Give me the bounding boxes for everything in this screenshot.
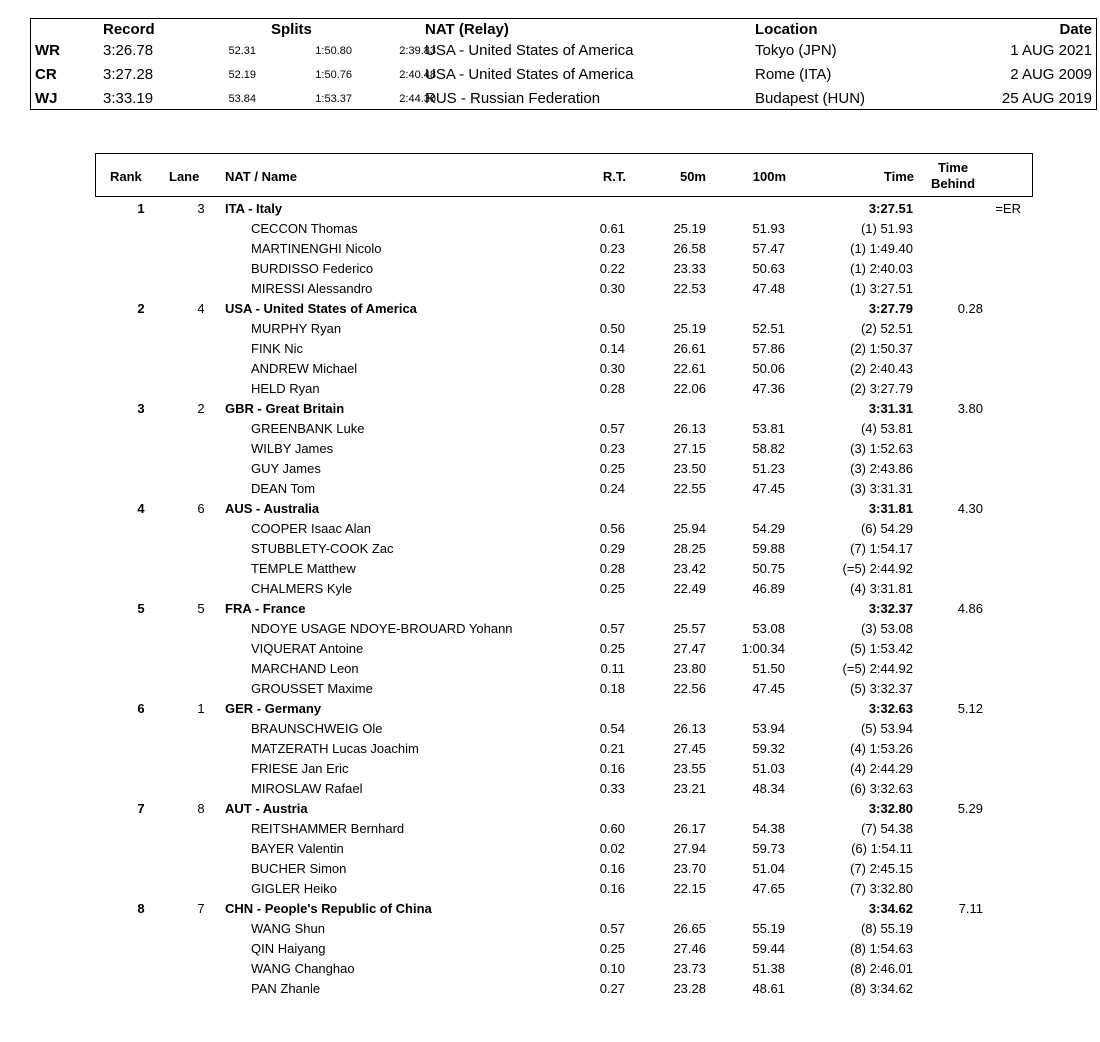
- team-time: 3:32.80: [868, 801, 913, 816]
- swimmer-reaction-time: 0.56: [599, 521, 625, 536]
- swimmer-name: PAN Zhanle: [251, 981, 321, 996]
- swimmer-reaction-time: 0.33: [599, 781, 625, 796]
- team-lane: 6: [197, 501, 205, 516]
- swimmer-row: [0, 760, 1100, 780]
- record-split: 52.31: [228, 45, 256, 57]
- swimmer-reaction-time: 0.25: [599, 581, 625, 596]
- swimmer-name: CHALMERS Kyle: [251, 581, 353, 596]
- record-date: 1 AUG 2021: [1010, 42, 1092, 59]
- swimmer-row: [0, 240, 1100, 260]
- record-abbr: WR: [35, 42, 60, 59]
- team-name: GER - Germany: [225, 701, 322, 716]
- header-time: Time: [883, 169, 914, 184]
- record-date: 2 AUG 2009: [1010, 66, 1092, 83]
- swimmer-name: FRIESE Jan Eric: [251, 761, 349, 776]
- swimmer-100m: 1:00.34: [741, 641, 785, 656]
- swimmer-50m: 26.65: [673, 921, 706, 936]
- swimmer-split: (6) 3:32.63: [850, 781, 913, 796]
- swimmer-split: (8) 1:54.63: [850, 941, 913, 956]
- team-lane: 2: [197, 401, 205, 416]
- header-nat-name: NAT / Name: [225, 169, 297, 184]
- swimmer-name: COOPER Isaac Alan: [251, 521, 371, 536]
- record-split: 1:50.76: [315, 69, 352, 81]
- swimmer-reaction-time: 0.60: [599, 821, 625, 836]
- record-location: Tokyo (JPN): [755, 42, 837, 59]
- record-abbr: CR: [35, 66, 57, 83]
- swimmer-row: [0, 840, 1100, 860]
- swimmer-100m: 59.44: [752, 941, 785, 956]
- swimmer-split: (8) 55.19: [860, 921, 913, 936]
- swimmer-100m: 48.34: [752, 781, 785, 796]
- swimmer-name: GUY James: [251, 461, 321, 476]
- swimmer-50m: 23.80: [673, 661, 706, 676]
- swimmer-reaction-time: 0.57: [599, 421, 625, 436]
- swimmer-name: FINK Nic: [251, 341, 303, 356]
- swimmer-50m: 27.47: [673, 641, 706, 656]
- swimmer-reaction-time: 0.16: [599, 761, 625, 776]
- swimmer-50m: 26.17: [673, 821, 706, 836]
- swimmer-reaction-time: 0.24: [599, 481, 625, 496]
- swimmer-name: BURDISSO Federico: [251, 261, 374, 276]
- record-time: 3:33.19: [103, 90, 154, 107]
- swimmer-row: [0, 360, 1100, 380]
- swimmer-split: (2) 52.51: [860, 321, 913, 336]
- swimmer-100m: 59.32: [752, 741, 785, 756]
- swimmer-name: BRAUNSCHWEIG Ole: [251, 721, 383, 736]
- swimmer-reaction-time: 0.50: [599, 321, 625, 336]
- swimmer-100m: 51.93: [752, 221, 785, 236]
- record-time: 3:27.28: [103, 66, 154, 83]
- swimmer-split: (1) 51.93: [860, 221, 913, 236]
- team-rank: 7: [137, 801, 145, 816]
- swimmer-name: ANDREW Michael: [251, 361, 358, 376]
- header-50m: 50m: [679, 169, 706, 184]
- swimmer-reaction-time: 0.30: [599, 281, 625, 296]
- swimmer-100m: 47.65: [752, 881, 785, 896]
- swimmer-row: [0, 940, 1100, 960]
- swimmer-row: [0, 480, 1100, 500]
- swimmer-50m: 22.55: [673, 481, 706, 496]
- team-lane: 3: [197, 201, 205, 216]
- record-split: 1:50.80: [315, 45, 352, 57]
- swimmer-row: [0, 820, 1100, 840]
- swimmer-name: WANG Changhao: [251, 961, 355, 976]
- swimmer-100m: 58.82: [752, 441, 785, 456]
- swimmer-50m: 26.13: [673, 721, 706, 736]
- header-time-behind-bottom: Behind: [930, 176, 976, 191]
- swimmer-50m: 22.56: [673, 681, 706, 696]
- swimmer-name: MARTINENGHI Nicolo: [251, 241, 382, 256]
- swimmer-100m: 50.63: [752, 261, 785, 276]
- swimmer-reaction-time: 0.14: [599, 341, 625, 356]
- swimmer-50m: 28.25: [673, 541, 706, 556]
- swimmer-100m: 52.51: [752, 321, 785, 336]
- swimmer-name: QIN Haiyang: [251, 941, 326, 956]
- swimmer-50m: 22.15: [673, 881, 706, 896]
- swimmer-50m: 23.70: [673, 861, 706, 876]
- swimmer-reaction-time: 0.22: [599, 261, 625, 276]
- swimmer-name: CECCON Thomas: [251, 221, 358, 236]
- team-lane: 4: [197, 301, 205, 316]
- swimmer-row: [0, 580, 1100, 600]
- record-split: 2:40.48: [399, 69, 436, 81]
- swimmer-split: (7) 54.38: [860, 821, 913, 836]
- record-split: 52.19: [228, 69, 256, 81]
- swimmer-100m: 53.94: [752, 721, 785, 736]
- header-rank: Rank: [110, 169, 142, 184]
- team-time-behind: 5.29: [957, 801, 983, 816]
- swimmer-100m: 59.88: [752, 541, 785, 556]
- swimmer-50m: 23.33: [673, 261, 706, 276]
- swimmer-row: [0, 320, 1100, 340]
- swimmer-100m: 47.45: [752, 681, 785, 696]
- swimmer-name: HELD Ryan: [251, 381, 320, 396]
- record-row: [31, 66, 1096, 90]
- swimmer-split: (4) 53.81: [860, 421, 913, 436]
- swimmer-50m: 22.53: [673, 281, 706, 296]
- team-time: 3:31.81: [868, 501, 913, 516]
- swimmer-name: VIQUERAT Antoine: [251, 641, 364, 656]
- records-header-record: Record: [103, 21, 155, 38]
- swimmer-50m: 23.73: [673, 961, 706, 976]
- team-name: AUT - Austria: [225, 801, 308, 816]
- swimmer-row: [0, 680, 1100, 700]
- swimmer-name: MIRESSI Alessandro: [251, 281, 373, 296]
- swimmer-split: (1) 2:40.03: [850, 261, 913, 276]
- team-name: USA - United States of America: [225, 301, 417, 316]
- swimmer-50m: 27.94: [673, 841, 706, 856]
- swimmer-reaction-time: 0.02: [599, 841, 625, 856]
- team-row: [0, 200, 1100, 220]
- swimmer-row: [0, 980, 1100, 1000]
- swimmer-100m: 48.61: [752, 981, 785, 996]
- swimmer-split: (4) 2:44.29: [850, 761, 913, 776]
- swimmer-100m: 55.19: [752, 921, 785, 936]
- swimmer-row: [0, 920, 1100, 940]
- team-time-behind: 0.28: [957, 301, 983, 316]
- team-row: [0, 800, 1100, 820]
- swimmer-reaction-time: 0.23: [599, 441, 625, 456]
- swimmer-100m: 51.04: [752, 861, 785, 876]
- swimmer-100m: 54.29: [752, 521, 785, 536]
- swimmer-split: (1) 3:27.51: [850, 281, 913, 296]
- swimmer-split: (2) 1:50.37: [850, 341, 913, 356]
- swimmer-split: (5) 3:32.37: [850, 681, 913, 696]
- swimmer-split: (4) 3:31.81: [850, 581, 913, 596]
- header-100m: 100m: [752, 169, 786, 184]
- swimmer-100m: 51.38: [752, 961, 785, 976]
- swimmer-split: (3) 1:52.63: [850, 441, 913, 456]
- swimmer-100m: 50.75: [752, 561, 785, 576]
- swimmer-split: (3) 2:43.86: [850, 461, 913, 476]
- record-row: [31, 90, 1096, 114]
- swimmer-row: [0, 260, 1100, 280]
- team-row: [0, 400, 1100, 420]
- swimmer-name: BUCHER Simon: [251, 861, 347, 876]
- swimmer-name: GROUSSET Maxime: [251, 681, 373, 696]
- team-rank: 4: [137, 501, 145, 516]
- records-header-nat: NAT (Relay): [425, 21, 509, 38]
- swimmer-row: [0, 440, 1100, 460]
- swimmer-reaction-time: 0.23: [599, 241, 625, 256]
- swimmer-100m: 47.48: [752, 281, 785, 296]
- record-split: 1:53.37: [315, 93, 352, 105]
- swimmer-name: BAYER Valentin: [251, 841, 344, 856]
- swimmer-100m: 46.89: [752, 581, 785, 596]
- swimmer-100m: 54.38: [752, 821, 785, 836]
- team-time-behind: 4.30: [957, 501, 983, 516]
- header-time-behind-top: Time: [937, 160, 969, 175]
- team-time-behind: 7.11: [958, 901, 983, 916]
- swimmer-50m: 25.19: [673, 321, 706, 336]
- swimmer-split: (2) 2:40.43: [850, 361, 913, 376]
- swimmer-50m: 23.42: [673, 561, 706, 576]
- swimmer-reaction-time: 0.30: [599, 361, 625, 376]
- record-split: 2:44.30: [399, 93, 436, 105]
- team-time: 3:27.79: [868, 301, 913, 316]
- swimmer-split: (1) 1:49.40: [850, 241, 913, 256]
- swimmer-split: (7) 3:32.80: [850, 881, 913, 896]
- swimmer-split: (3) 3:31.31: [850, 481, 913, 496]
- swimmer-name: TEMPLE Matthew: [251, 561, 356, 576]
- swimmer-name: MIROSLAW Rafael: [251, 781, 363, 796]
- team-rank: 3: [137, 401, 145, 416]
- swimmer-name: GIGLER Heiko: [251, 881, 337, 896]
- swimmer-name: MATZERATH Lucas Joachim: [251, 741, 419, 756]
- team-name: CHN - People's Republic of China: [225, 901, 432, 916]
- swimmer-reaction-time: 0.27: [599, 981, 625, 996]
- team-record: =ER: [995, 201, 1021, 216]
- team-time-behind: 4.86: [957, 601, 983, 616]
- swimmer-reaction-time: 0.21: [599, 741, 625, 756]
- team-rank: 2: [137, 301, 145, 316]
- swimmer-100m: 57.47: [752, 241, 785, 256]
- swimmer-reaction-time: 0.10: [599, 961, 625, 976]
- swimmer-100m: 53.08: [752, 621, 785, 636]
- team-lane: 7: [197, 901, 205, 916]
- swimmer-row: [0, 220, 1100, 240]
- swimmer-50m: 25.94: [673, 521, 706, 536]
- record-split: 53.84: [228, 93, 256, 105]
- swimmer-split: (2) 3:27.79: [850, 381, 913, 396]
- swimmer-name: MURPHY Ryan: [251, 321, 342, 336]
- swimmer-reaction-time: 0.57: [599, 621, 625, 636]
- swimmer-reaction-time: 0.25: [599, 461, 625, 476]
- records-table: [30, 18, 1097, 110]
- swimmer-50m: 27.45: [673, 741, 706, 756]
- swimmer-split: (3) 53.08: [860, 621, 913, 636]
- team-row: [0, 700, 1100, 720]
- swimmer-row: [0, 520, 1100, 540]
- swimmer-row: [0, 560, 1100, 580]
- swimmer-50m: 22.49: [673, 581, 706, 596]
- record-nat: USA - United States of America: [425, 42, 634, 59]
- swimmer-name: MARCHAND Leon: [251, 661, 359, 676]
- swimmer-reaction-time: 0.11: [600, 661, 625, 676]
- swimmer-split: (=5) 2:44.92: [842, 561, 913, 576]
- team-row: [0, 900, 1100, 920]
- team-time: 3:34.62: [868, 901, 913, 916]
- swimmer-row: [0, 280, 1100, 300]
- swimmer-reaction-time: 0.25: [599, 641, 625, 656]
- team-time: 3:27.51: [868, 201, 913, 216]
- swimmer-split: (8) 3:34.62: [850, 981, 913, 996]
- swimmer-row: [0, 460, 1100, 480]
- team-name: ITA - Italy: [225, 201, 283, 216]
- swimmer-reaction-time: 0.16: [599, 861, 625, 876]
- record-abbr: WJ: [35, 90, 58, 107]
- records-header-splits: Splits: [271, 21, 312, 38]
- swimmer-row: [0, 340, 1100, 360]
- swimmer-100m: 51.03: [752, 761, 785, 776]
- swimmer-reaction-time: 0.28: [599, 381, 625, 396]
- team-rank: 1: [137, 201, 145, 216]
- swimmer-row: [0, 380, 1100, 400]
- team-row: [0, 300, 1100, 320]
- swimmer-row: [0, 420, 1100, 440]
- team-name: GBR - Great Britain: [225, 401, 345, 416]
- team-name: AUS - Australia: [225, 501, 320, 516]
- swimmer-split: (6) 54.29: [860, 521, 913, 536]
- swimmer-reaction-time: 0.28: [599, 561, 625, 576]
- team-lane: 8: [197, 801, 205, 816]
- swimmer-50m: 27.46: [673, 941, 706, 956]
- swimmer-100m: 50.06: [752, 361, 785, 376]
- swimmer-100m: 53.81: [752, 421, 785, 436]
- header-lane: Lane: [169, 169, 200, 184]
- swimmer-name: STUBBLETY-COOK Zac: [251, 541, 394, 556]
- swimmer-50m: 26.58: [673, 241, 706, 256]
- team-time: 3:31.31: [868, 401, 913, 416]
- record-nat: USA - United States of America: [425, 66, 634, 83]
- swimmer-row: [0, 540, 1100, 560]
- swimmer-split: (7) 1:54.17: [850, 541, 913, 556]
- record-location: Budapest (HUN): [755, 90, 866, 107]
- swimmer-100m: 57.86: [752, 341, 785, 356]
- swimmer-50m: 27.15: [673, 441, 706, 456]
- swimmer-name: DEAN Tom: [251, 481, 316, 496]
- team-row: [0, 500, 1100, 520]
- swimmer-row: [0, 640, 1100, 660]
- swimmer-50m: 23.55: [673, 761, 706, 776]
- team-time-behind: 5.12: [957, 701, 983, 716]
- swimmer-row: [0, 720, 1100, 740]
- swimmer-name: NDOYE USAGE NDOYE-BROUARD Yohann: [251, 621, 513, 636]
- record-date: 25 AUG 2019: [1001, 90, 1092, 107]
- swimmer-50m: 23.50: [673, 461, 706, 476]
- swimmer-row: [0, 660, 1100, 680]
- swimmer-name: WANG Shun: [251, 921, 325, 936]
- swimmer-split: (8) 2:46.01: [850, 961, 913, 976]
- team-lane: 5: [197, 601, 205, 616]
- swimmer-split: (4) 1:53.26: [850, 741, 913, 756]
- swimmer-100m: 51.23: [752, 461, 785, 476]
- swimmer-row: [0, 860, 1100, 880]
- team-row: [0, 600, 1100, 620]
- swimmer-reaction-time: 0.54: [599, 721, 625, 736]
- swimmer-100m: 51.50: [752, 661, 785, 676]
- swimmer-100m: 47.45: [752, 481, 785, 496]
- swimmer-reaction-time: 0.18: [599, 681, 625, 696]
- swimmer-row: [0, 880, 1100, 900]
- swimmer-50m: 22.06: [673, 381, 706, 396]
- swimmer-50m: 25.19: [673, 221, 706, 236]
- swimmer-reaction-time: 0.57: [599, 921, 625, 936]
- team-lane: 1: [197, 701, 205, 716]
- record-nat: RUS - Russian Federation: [425, 90, 601, 107]
- records-header-location: Location: [755, 21, 818, 38]
- swimmer-split: (5) 1:53.42: [850, 641, 913, 656]
- swimmer-50m: 26.13: [673, 421, 706, 436]
- swimmer-split: (=5) 2:44.92: [842, 661, 913, 676]
- swimmer-row: [0, 780, 1100, 800]
- swimmer-row: [0, 740, 1100, 760]
- team-rank: 5: [137, 601, 145, 616]
- swimmer-reaction-time: 0.61: [599, 221, 625, 236]
- swimmer-100m: 47.36: [752, 381, 785, 396]
- swimmer-50m: 23.28: [673, 981, 706, 996]
- team-time-behind: 3.80: [957, 401, 983, 416]
- results-header: [95, 153, 1033, 197]
- record-split: 2:39.83: [399, 45, 436, 57]
- team-time: 3:32.37: [868, 601, 913, 616]
- team-rank: 8: [137, 901, 145, 916]
- swimmer-name: WILBY James: [251, 441, 334, 456]
- swimmer-50m: 25.57: [673, 621, 706, 636]
- records-header-date: Date: [1059, 21, 1092, 38]
- swimmer-split: (5) 53.94: [860, 721, 913, 736]
- header-rt: R.T.: [602, 169, 626, 184]
- record-location: Rome (ITA): [755, 66, 832, 83]
- team-time: 3:32.63: [868, 701, 913, 716]
- swimmer-row: [0, 960, 1100, 980]
- record-time: 3:26.78: [103, 42, 154, 59]
- swimmer-name: REITSHAMMER Bernhard: [251, 821, 405, 836]
- swimmer-row: [0, 620, 1100, 640]
- swimmer-reaction-time: 0.25: [599, 941, 625, 956]
- record-row: [31, 42, 1096, 66]
- swimmer-50m: 22.61: [673, 361, 706, 376]
- swimmer-100m: 59.73: [752, 841, 785, 856]
- swimmer-reaction-time: 0.29: [599, 541, 625, 556]
- team-rank: 6: [137, 701, 145, 716]
- swimmer-split: (6) 1:54.11: [851, 841, 913, 856]
- team-name: FRA - France: [225, 601, 306, 616]
- swimmer-50m: 26.61: [673, 341, 706, 356]
- swimmer-split: (7) 2:45.15: [850, 861, 913, 876]
- swimmer-name: GREENBANK Luke: [251, 421, 365, 436]
- swimmer-50m: 23.21: [673, 781, 706, 796]
- swimmer-reaction-time: 0.16: [599, 881, 625, 896]
